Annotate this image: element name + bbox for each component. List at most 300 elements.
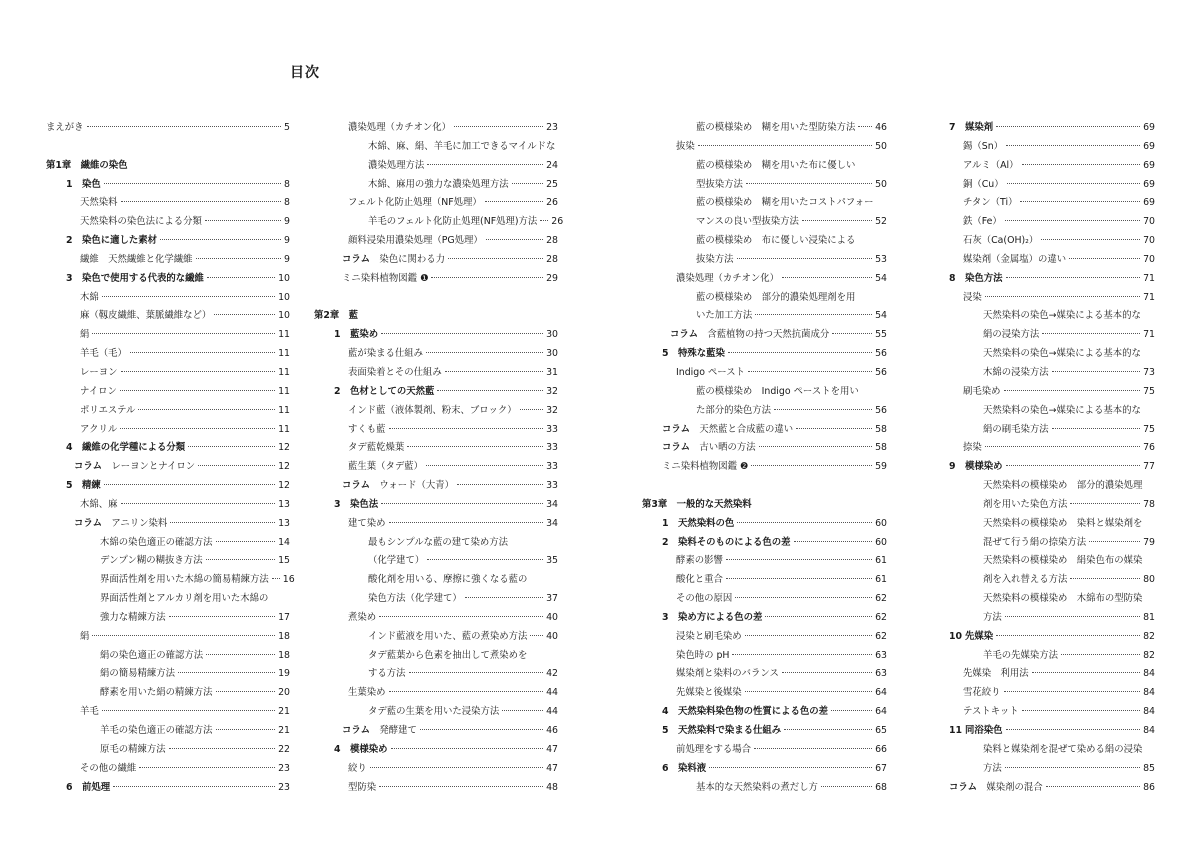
toc-entry[interactable]	[642, 779, 887, 798]
toc-entry[interactable]	[929, 703, 1155, 722]
page-number: 55	[875, 329, 887, 341]
page-number: 31	[546, 366, 558, 378]
page-number: 47	[546, 743, 558, 755]
toc-entry-title: コラム 発酵建て	[342, 725, 417, 736]
page-number: 85	[1143, 762, 1155, 774]
section-number: 5	[66, 480, 73, 492]
toc-entry[interactable]	[46, 552, 290, 571]
toc-entry-title: 木綿の浸染方法	[983, 366, 1049, 378]
toc-entry[interactable]	[929, 515, 1155, 534]
toc-entry[interactable]	[642, 609, 887, 628]
toc-entry-title: コラム ウォード（大青）	[342, 480, 455, 492]
toc-entry-title: 酵素の影響	[676, 555, 723, 567]
toc-column-1	[46, 119, 295, 797]
toc-entry[interactable]	[929, 496, 1155, 515]
toc-entry[interactable]	[642, 647, 887, 666]
toc-entry[interactable]	[642, 157, 887, 176]
toc-entry[interactable]	[314, 364, 558, 383]
toc-entry-title: 濃染処理（カチオン化）	[676, 272, 779, 284]
toc-entry[interactable]	[642, 590, 887, 609]
toc-entry-title: 媒染剤と染料のバランス	[676, 668, 779, 680]
dot-leader	[858, 126, 872, 127]
toc-entry[interactable]	[314, 477, 558, 496]
dot-leader	[520, 409, 543, 410]
dot-leader	[737, 258, 873, 259]
dot-leader	[426, 352, 543, 353]
page-number: 8	[284, 197, 290, 209]
toc-entry[interactable]	[46, 496, 290, 515]
dot-leader	[87, 126, 282, 127]
toc-entry[interactable]	[929, 421, 1155, 440]
page-number: 32	[546, 385, 558, 397]
toc-entry-title: 藍の模様染め 糊を用いた型防染方法	[696, 122, 856, 133]
toc-entry-title: 1 天然染料の色	[662, 515, 734, 534]
toc-entry[interactable]	[46, 251, 290, 270]
toc-entry[interactable]	[642, 741, 887, 760]
dot-leader	[512, 183, 543, 184]
toc-entry[interactable]	[46, 609, 290, 628]
dot-leader	[216, 541, 276, 542]
toc-entry-title: 9 模様染め	[949, 458, 1003, 477]
dot-leader	[169, 616, 275, 617]
toc-chapter[interactable]	[314, 307, 558, 326]
toc-entry[interactable]	[642, 270, 887, 289]
toc-entry-title: 銅（Cu）	[963, 178, 1004, 190]
dot-leader	[391, 748, 544, 749]
column-label: コラム	[74, 461, 112, 473]
toc-entry[interactable]	[642, 552, 887, 571]
page-number: 10	[278, 272, 290, 284]
toc-entry[interactable]	[46, 213, 290, 232]
dot-leader	[1006, 145, 1140, 146]
toc-entry[interactable]	[46, 590, 290, 609]
dot-leader	[427, 164, 543, 165]
toc-entry[interactable]	[314, 684, 558, 703]
page-number: 9	[284, 253, 290, 265]
page-number: 75	[1143, 423, 1155, 435]
toc-entry[interactable]	[46, 722, 290, 741]
toc-entry[interactable]	[929, 326, 1155, 345]
toc-entry[interactable]	[642, 402, 887, 421]
toc-entry[interactable]	[314, 421, 558, 440]
page-number: 63	[875, 668, 887, 680]
page-number: 64	[875, 706, 887, 718]
toc-entry[interactable]	[46, 760, 290, 779]
dot-leader	[540, 220, 548, 221]
toc-entry[interactable]	[314, 270, 558, 289]
page-number: 82	[1143, 649, 1155, 661]
toc-entry[interactable]	[929, 383, 1155, 402]
toc-entry-title: 木綿、麻、絹、羊毛に加工できるマイルドな	[368, 140, 556, 152]
toc-chapter[interactable]	[642, 496, 887, 515]
dot-leader	[437, 390, 543, 391]
toc-entry[interactable]	[642, 515, 887, 534]
page-number: 56	[875, 404, 887, 416]
toc-entry[interactable]	[314, 402, 558, 421]
toc-entry[interactable]	[929, 232, 1155, 251]
toc-entry[interactable]	[929, 609, 1155, 628]
toc-entry[interactable]	[929, 270, 1155, 289]
toc-entry[interactable]	[314, 741, 558, 760]
dot-leader	[178, 672, 275, 673]
dot-leader	[130, 352, 275, 353]
toc-entry[interactable]	[642, 194, 887, 213]
toc-entry[interactable]	[314, 534, 558, 553]
column-label: コラム	[342, 725, 380, 736]
toc-entry[interactable]	[314, 194, 558, 213]
toc-entry[interactable]	[46, 665, 290, 684]
toc-entry[interactable]	[642, 534, 887, 553]
column-label: コラム	[670, 329, 708, 341]
toc-entry-title: 1 藍染め	[334, 326, 378, 345]
dot-leader	[1005, 616, 1140, 617]
toc-entry[interactable]	[929, 760, 1155, 779]
toc-entry[interactable]	[314, 760, 558, 779]
toc-entry[interactable]	[46, 458, 290, 477]
toc-entry[interactable]	[314, 345, 558, 364]
toc-entry[interactable]	[929, 590, 1155, 609]
toc-entry[interactable]	[929, 684, 1155, 703]
toc-entry-title: 8 染色方法	[949, 270, 1003, 289]
toc-entry-title: 3 染色で使用する代表的な繊維	[66, 270, 204, 289]
toc-entry[interactable]	[642, 307, 887, 326]
dot-leader	[104, 484, 275, 485]
section-number: 1	[66, 178, 73, 190]
toc-entry-title: チタン（Ti）	[963, 197, 1018, 209]
page-number: 33	[546, 461, 558, 473]
toc-entry-title: 酸化剤を用いる、摩擦に強くなる藍の	[368, 574, 528, 586]
toc-entry[interactable]	[929, 194, 1155, 213]
toc-entry[interactable]	[642, 684, 887, 703]
toc-entry[interactable]	[929, 176, 1155, 195]
toc-entry[interactable]	[314, 458, 558, 477]
toc-entry-title: 天然染料の染色→媒染による基本的な	[983, 348, 1141, 360]
section-number: 3	[66, 272, 73, 284]
toc-entry-title: タデ藍の生葉を用いた浸染方法	[368, 706, 500, 718]
toc-entry[interactable]	[642, 364, 887, 383]
dot-leader	[272, 578, 280, 579]
toc-entry-title: 染料と媒染剤を混ぜて染める絹の浸染	[983, 743, 1143, 755]
page-number: 18	[278, 630, 290, 642]
dot-leader	[379, 616, 543, 617]
toc-entry-title: ナイロン	[80, 385, 117, 397]
toc-entry[interactable]	[46, 477, 290, 496]
toc-entry[interactable]	[929, 628, 1155, 647]
toc-entry-title: 方法	[983, 762, 1002, 774]
toc-entry[interactable]	[642, 326, 887, 345]
toc-entry[interactable]	[929, 307, 1155, 326]
page-number: 12	[278, 461, 290, 473]
page-number: 30	[546, 329, 558, 341]
toc-entry[interactable]	[46, 194, 290, 213]
toc-entry-title: 11 同浴染色	[949, 722, 1003, 741]
page-number: 58	[875, 442, 887, 454]
toc-entry[interactable]	[314, 383, 558, 402]
toc-entry-title: コラム アニリン染料	[74, 517, 168, 529]
toc-entry[interactable]	[46, 534, 290, 553]
dot-leader	[102, 710, 275, 711]
toc-entry[interactable]	[929, 779, 1155, 798]
toc-entry[interactable]	[314, 251, 558, 270]
page-number: 52	[875, 216, 887, 228]
toc-entry-title: 媒染剤（金属塩）の違い	[963, 253, 1067, 265]
toc-entry[interactable]	[642, 213, 887, 232]
toc-entry[interactable]	[642, 383, 887, 402]
toc-entry-title: 第1章 繊維の染色	[46, 159, 128, 171]
page-number: 44	[546, 687, 558, 699]
toc-entry-title: 建て染め	[348, 517, 386, 529]
page-number: 79	[1143, 536, 1155, 548]
toc-entry[interactable]	[46, 703, 290, 722]
toc-entry[interactable]	[314, 609, 558, 628]
dot-leader	[1006, 465, 1141, 466]
toc-entry-title: 原毛の精練方法	[100, 743, 166, 755]
toc-entry-title: 羊毛	[80, 706, 99, 718]
toc-entry-title: インド藍液を用いた、藍の煮染め方法	[368, 630, 528, 642]
section-number: 1	[662, 517, 669, 529]
toc-entry-title: 型抜染方法	[696, 178, 743, 190]
toc-entry[interactable]	[642, 665, 887, 684]
toc-entry-title: 界面活性剤とアルカリ剤を用いた木綿の	[100, 593, 269, 605]
column-label: コラム	[949, 781, 987, 793]
toc-entry[interactable]	[929, 439, 1155, 458]
toc-entry[interactable]	[929, 157, 1155, 176]
toc-entry-title: 藍の模様染め 糊を用いたコストパフォー	[696, 197, 874, 209]
toc-entry[interactable]	[642, 458, 887, 477]
toc-entry[interactable]	[314, 232, 558, 251]
toc-entry[interactable]	[46, 289, 290, 308]
toc-entry[interactable]	[929, 534, 1155, 553]
toc-entry[interactable]	[929, 364, 1155, 383]
toc-entry[interactable]	[314, 496, 558, 515]
toc-entry[interactable]	[314, 176, 558, 195]
page-number: 29	[546, 272, 558, 284]
toc-entry-title: 混ぜて行う絹の捺染方法	[983, 536, 1087, 548]
toc-entry[interactable]	[642, 138, 887, 157]
toc-entry[interactable]	[929, 552, 1155, 571]
dot-leader	[207, 277, 275, 278]
toc-entry[interactable]	[314, 647, 558, 666]
toc-entry-title: 2 色材としての天然藍	[334, 383, 434, 402]
toc-entry-title: 天然染料の模様染め 部分的濃染処理	[983, 480, 1143, 492]
dot-leader	[996, 635, 1140, 636]
dot-leader	[502, 710, 543, 711]
page-number: 20	[278, 687, 290, 699]
toc-entry[interactable]	[314, 703, 558, 722]
toc-entry-title: 5 特殊な藍染	[662, 345, 725, 364]
toc-entry-title: コラム 古い晒の方法	[662, 442, 756, 454]
toc-entry-title: 絹	[80, 630, 90, 642]
page-number: 77	[1143, 461, 1155, 473]
toc-entry[interactable]	[46, 741, 290, 760]
dot-leader	[802, 220, 872, 221]
toc-entry-title: タデ藍葉から色素を抽出して煮染めを	[368, 649, 528, 661]
toc-entry[interactable]	[929, 402, 1155, 421]
page-number: 21	[278, 725, 290, 736]
toc-entry[interactable]	[642, 232, 887, 251]
toc-entry[interactable]	[314, 571, 558, 590]
toc-entry-title: 浸染と刷毛染め	[676, 630, 742, 642]
toc-entry[interactable]	[314, 590, 558, 609]
toc-entry[interactable]	[46, 647, 290, 666]
toc-entry[interactable]	[46, 402, 290, 421]
page-number: 82	[1143, 630, 1155, 642]
page-number: 23	[546, 122, 558, 133]
toc-entry[interactable]	[46, 421, 290, 440]
dot-leader	[985, 446, 1140, 447]
toc-entry[interactable]	[642, 119, 887, 138]
dot-leader	[1020, 201, 1140, 202]
toc-entry-title: 藍の模様染め Indigo ペーストを用い	[696, 385, 859, 397]
toc-chapter[interactable]	[46, 157, 290, 176]
toc-entry[interactable]	[929, 119, 1155, 138]
dot-leader	[1061, 654, 1140, 655]
column-label: コラム	[342, 253, 380, 265]
dot-leader	[728, 352, 872, 353]
toc-entry-title: 絞り	[348, 762, 367, 774]
toc-entry[interactable]	[46, 515, 290, 534]
toc-entry[interactable]	[46, 176, 290, 195]
toc-entry-title: フェルト化防止処理（NF処理）	[348, 197, 482, 209]
page-number: 11	[278, 423, 290, 435]
dot-leader	[485, 201, 543, 202]
toc-entry[interactable]	[314, 722, 558, 741]
toc-entry[interactable]	[314, 213, 564, 232]
toc-entry[interactable]	[314, 515, 558, 534]
toc-entry[interactable]	[929, 571, 1155, 590]
toc-entry[interactable]	[314, 552, 558, 571]
dot-leader	[409, 672, 544, 673]
page-number: 62	[875, 593, 887, 605]
toc-entry[interactable]	[46, 571, 295, 590]
toc-entry[interactable]	[929, 289, 1155, 308]
toc-entry[interactable]	[929, 741, 1155, 760]
toc-entry[interactable]	[929, 138, 1155, 157]
toc-entry-title: デンプン糊の糊抜き方法	[100, 555, 203, 567]
section-number: 4	[66, 442, 73, 454]
toc-entry-title: 1 染色	[66, 176, 101, 195]
toc-entry[interactable]	[642, 251, 887, 270]
toc-entry[interactable]	[642, 439, 887, 458]
dot-leader	[379, 786, 543, 787]
toc-entry[interactable]	[46, 439, 290, 458]
toc-entry[interactable]	[46, 383, 290, 402]
toc-entry-title: 浸染	[963, 291, 982, 303]
toc-entry[interactable]	[642, 760, 887, 779]
toc-entry[interactable]	[314, 628, 558, 647]
toc-entry[interactable]	[314, 779, 558, 798]
column-label: コラム	[662, 423, 700, 435]
toc-entry-title: 3 染色法	[334, 496, 378, 515]
toc-entry-title: 4 模様染め	[334, 741, 388, 760]
toc-entry[interactable]	[929, 458, 1155, 477]
toc-entry[interactable]	[929, 251, 1155, 270]
section-number: 6	[662, 762, 669, 774]
toc-entry[interactable]	[642, 421, 887, 440]
page-number: 30	[546, 348, 558, 360]
toc-entry[interactable]	[46, 270, 290, 289]
dot-leader	[170, 522, 275, 523]
toc-entry[interactable]	[46, 364, 290, 383]
toc-entry[interactable]	[642, 628, 887, 647]
dot-leader	[427, 559, 543, 560]
section-number: 5	[662, 725, 669, 736]
toc-entry-title: 天然染料の染色→媒染による基本的な	[983, 310, 1141, 322]
toc-entry-title: 繊維 天然繊維と化学繊維	[80, 253, 193, 265]
toc-entry[interactable]	[929, 665, 1155, 684]
toc-entry[interactable]	[46, 307, 290, 326]
toc-entry-title: 鉄（Fe）	[963, 216, 1002, 228]
toc-entry[interactable]	[314, 665, 558, 684]
page-number: 5	[284, 122, 290, 133]
toc-entry[interactable]	[929, 477, 1155, 496]
toc-entry[interactable]	[642, 176, 887, 195]
toc-entry[interactable]	[314, 439, 558, 458]
toc-entry[interactable]	[929, 722, 1155, 741]
toc-entry-title: 絹の簡易精練方法	[100, 668, 176, 680]
toc-entry-title: 濃染処理方法	[368, 159, 425, 171]
toc-entry[interactable]	[46, 628, 290, 647]
page-number: 11	[278, 348, 290, 360]
toc-entry[interactable]	[314, 119, 558, 138]
toc-entry[interactable]	[46, 779, 290, 798]
page-number: 26	[546, 197, 558, 209]
toc-entry[interactable]	[46, 232, 290, 251]
toc-entry-title: 羊毛の先媒染方法	[983, 649, 1059, 661]
toc-entry-title: 天然染料	[80, 197, 118, 209]
toc-entry[interactable]	[46, 684, 290, 703]
toc-entry[interactable]	[314, 138, 558, 157]
toc-entry[interactable]	[314, 157, 558, 176]
dot-leader	[216, 691, 276, 692]
toc-entry[interactable]	[46, 119, 290, 138]
toc-entry-title: 前処理をする場合	[676, 743, 752, 755]
toc-entry-title: 6 染料液	[662, 760, 706, 779]
page-number: 19	[278, 668, 290, 680]
toc-entry-title: コラム 媒染剤の混合	[949, 781, 1043, 793]
page-number: 24	[546, 159, 558, 171]
dot-leader	[735, 597, 872, 598]
toc-entry[interactable]	[642, 722, 887, 741]
page-number: 12	[278, 442, 290, 454]
page-number: 11	[278, 366, 290, 378]
toc-entry[interactable]	[46, 345, 290, 364]
toc-entry-title: 第3章 一般的な天然染料	[642, 498, 752, 510]
toc-spacer	[46, 138, 290, 157]
page-number: 11	[278, 404, 290, 416]
toc-column-4	[929, 119, 1155, 797]
toc-entry[interactable]	[642, 289, 887, 308]
toc-entry[interactable]	[929, 647, 1155, 666]
toc-entry[interactable]	[642, 571, 887, 590]
toc-entry[interactable]	[314, 326, 558, 345]
toc-entry-title: 3 染め方による色の差	[662, 609, 762, 628]
page-number: 71	[1143, 272, 1155, 284]
page-number: 9	[284, 235, 290, 247]
page-number: 70	[1143, 253, 1155, 265]
toc-entry[interactable]	[46, 326, 290, 345]
toc-entry[interactable]	[642, 345, 887, 364]
toc-entry-title: 木綿の染色適正の確認方法	[100, 536, 213, 548]
page-number: 69	[1143, 178, 1155, 190]
page-number: 70	[1143, 216, 1155, 228]
toc-entry[interactable]	[642, 703, 887, 722]
toc-entry[interactable]	[929, 213, 1155, 232]
section-number: 6	[66, 781, 73, 793]
dot-leader	[198, 465, 275, 466]
dot-leader	[996, 126, 1140, 127]
toc-entry[interactable]	[929, 345, 1155, 364]
